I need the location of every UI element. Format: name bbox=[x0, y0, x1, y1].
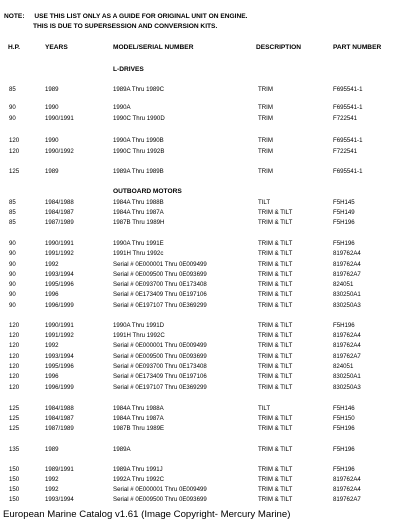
cell-part-number: F5H196 bbox=[333, 446, 355, 453]
cell-hp: 120 bbox=[9, 322, 20, 329]
cell-part-number: 824051 bbox=[333, 281, 354, 288]
cell-description: TRIM bbox=[258, 86, 273, 93]
cell-description: TRIM bbox=[258, 104, 273, 111]
cell-years: 1993/1994 bbox=[45, 496, 74, 503]
cell-part-number: F5H196 bbox=[333, 240, 355, 247]
cell-description: TILT bbox=[258, 199, 271, 206]
cell-part-number: 819762A4 bbox=[333, 250, 361, 257]
cell-years: 1987/1989 bbox=[45, 425, 74, 432]
cell-description: TRIM & TILT bbox=[258, 261, 293, 268]
cell-part-number: F5H146 bbox=[333, 405, 355, 412]
cell-part-number: F5H150 bbox=[333, 415, 355, 422]
cell-description: TRIM & TILT bbox=[258, 466, 293, 473]
cell-hp: 85 bbox=[9, 86, 16, 93]
cell-description: TRIM & TILT bbox=[258, 240, 293, 247]
cell-model: 1984A Thru 1988A bbox=[113, 405, 164, 412]
table-row bbox=[0, 168, 400, 176]
cell-model: 1987B Thru 1989E bbox=[113, 425, 165, 432]
cell-hp: 120 bbox=[9, 342, 20, 349]
table-row bbox=[0, 219, 400, 227]
cell-hp: 120 bbox=[9, 148, 20, 155]
cell-description: TRIM & TILT bbox=[258, 446, 293, 453]
cell-model: Serial # 0E000001 Thru 0E009499 bbox=[113, 261, 207, 268]
table-row bbox=[0, 209, 400, 217]
cell-years: 1984/1987 bbox=[45, 415, 74, 422]
cell-description: TRIM & TILT bbox=[258, 332, 293, 339]
cell-hp: 90 bbox=[9, 281, 16, 288]
header-description: DESCRIPTION bbox=[256, 44, 302, 51]
table-row bbox=[0, 291, 400, 299]
cell-description: TRIM & TILT bbox=[258, 302, 293, 309]
cell-part-number: 819762A4 bbox=[333, 342, 361, 349]
cell-model: Serial # 0E197107 Thru 0E369299 bbox=[113, 384, 207, 391]
table-row bbox=[0, 115, 400, 123]
table-row bbox=[0, 199, 400, 207]
cell-model: 1987B Thru 1989H bbox=[113, 219, 165, 226]
cell-model: 1990A bbox=[113, 104, 131, 111]
header-hp: H.P. bbox=[8, 44, 20, 51]
cell-part-number: 819762A4 bbox=[333, 261, 361, 268]
cell-years: 1989/1991 bbox=[45, 466, 74, 473]
table-row bbox=[0, 353, 400, 361]
cell-part-number: 819762A4 bbox=[333, 476, 361, 483]
cell-model: 1990A Thru 1991D bbox=[113, 322, 165, 329]
cell-hp: 125 bbox=[9, 168, 20, 175]
cell-part-number: 819762A4 bbox=[333, 486, 361, 493]
cell-model: Serial # 0E093700 Thru 0E173408 bbox=[113, 363, 207, 370]
table-row bbox=[0, 466, 400, 474]
cell-part-number: F695541-1 bbox=[333, 86, 363, 93]
table-row bbox=[0, 261, 400, 269]
cell-description: TRIM & TILT bbox=[258, 496, 293, 503]
cell-model: 1984A Thru 1988B bbox=[113, 199, 164, 206]
cell-model: 1990C Thru 1992B bbox=[113, 148, 165, 155]
cell-hp: 85 bbox=[9, 209, 16, 216]
cell-hp: 90 bbox=[9, 271, 16, 278]
cell-years: 1993/1994 bbox=[45, 271, 74, 278]
cell-hp: 125 bbox=[9, 425, 20, 432]
note-block bbox=[4, 12, 247, 32]
cell-description: TRIM & TILT bbox=[258, 271, 293, 278]
cell-hp: 120 bbox=[9, 353, 20, 360]
cell-hp: 90 bbox=[9, 291, 16, 298]
cell-part-number: F5H196 bbox=[333, 219, 355, 226]
table-row bbox=[0, 104, 400, 112]
cell-description: TRIM bbox=[258, 115, 273, 122]
table-row bbox=[0, 240, 400, 248]
table-row bbox=[0, 148, 400, 156]
cell-description: TRIM & TILT bbox=[258, 415, 293, 422]
cell-hp: 120 bbox=[9, 137, 20, 144]
table-row bbox=[0, 332, 400, 340]
cell-part-number: 830250A1 bbox=[333, 373, 361, 380]
cell-years: 1995/1996 bbox=[45, 281, 74, 288]
table-row bbox=[0, 363, 400, 371]
note-line-1 bbox=[4, 12, 247, 22]
cell-model: 1990C Thru 1990D bbox=[113, 115, 165, 122]
cell-part-number: F5H145 bbox=[333, 199, 355, 206]
cell-years: 1992 bbox=[45, 342, 59, 349]
cell-hp: 90 bbox=[9, 104, 16, 111]
cell-model: 1989A bbox=[113, 446, 131, 453]
cell-years: 1990/1992 bbox=[45, 148, 74, 155]
cell-part-number: F722541 bbox=[333, 148, 358, 155]
cell-part-number: F695541-1 bbox=[333, 137, 363, 144]
cell-years: 1996 bbox=[45, 291, 59, 298]
cell-model: 1989A Thru 1991J bbox=[113, 466, 163, 473]
cell-hp: 150 bbox=[9, 496, 20, 503]
cell-years: 1989 bbox=[45, 446, 59, 453]
cell-description: TRIM & TILT bbox=[258, 322, 293, 329]
table-row bbox=[0, 322, 400, 330]
cell-years: 1996/1999 bbox=[45, 384, 74, 391]
cell-part-number: 824051 bbox=[333, 363, 354, 370]
cell-years: 1996 bbox=[45, 373, 59, 380]
cell-model: Serial # 0E173409 Thru 0E197106 bbox=[113, 291, 207, 298]
cell-years: 1987/1989 bbox=[45, 219, 74, 226]
table-row bbox=[0, 415, 400, 423]
table-row bbox=[0, 486, 400, 494]
table-row bbox=[0, 405, 400, 413]
cell-model: Serial # 0E009500 Thru 0E093699 bbox=[113, 496, 207, 503]
table-row bbox=[0, 342, 400, 350]
section-outboard-motors: OUTBOARD MOTORS bbox=[113, 188, 182, 195]
table-row bbox=[0, 373, 400, 381]
cell-model: 1991H Thru 1992c bbox=[113, 250, 164, 257]
cell-part-number: 830250A3 bbox=[333, 302, 361, 309]
cell-part-number: F5H196 bbox=[333, 425, 355, 432]
cell-part-number: 819762A7 bbox=[333, 496, 361, 503]
cell-part-number: F5H149 bbox=[333, 209, 355, 216]
cell-model: 1989A Thru 1989C bbox=[113, 86, 165, 93]
cell-years: 1993/1994 bbox=[45, 353, 74, 360]
cell-years: 1984/1988 bbox=[45, 199, 74, 206]
cell-model: 1991H Thru 1992C bbox=[113, 332, 165, 339]
cell-model: 1990A Thru 1990B bbox=[113, 137, 164, 144]
cell-years: 1984/1987 bbox=[45, 209, 74, 216]
cell-hp: 90 bbox=[9, 302, 16, 309]
footer-caption: European Marine Catalog v1.61 (Image Copyright- Mercury Marine) bbox=[3, 509, 291, 520]
cell-model: Serial # 0E197107 Thru 0E369299 bbox=[113, 302, 207, 309]
table-row bbox=[0, 302, 400, 310]
cell-hp: 120 bbox=[9, 363, 20, 370]
table-row bbox=[0, 86, 400, 94]
cell-model: 1984A Thru 1987A bbox=[113, 209, 164, 216]
cell-hp: 150 bbox=[9, 486, 20, 493]
table-row bbox=[0, 446, 400, 454]
cell-hp: 90 bbox=[9, 250, 16, 257]
cell-years: 1989 bbox=[45, 168, 59, 175]
cell-years: 1992 bbox=[45, 261, 59, 268]
table-row bbox=[0, 271, 400, 279]
table-row bbox=[0, 476, 400, 484]
table-row bbox=[0, 250, 400, 258]
cell-description: TRIM & TILT bbox=[258, 363, 293, 370]
table-row bbox=[0, 281, 400, 289]
cell-years: 1991/1992 bbox=[45, 250, 74, 257]
cell-description: TRIM & TILT bbox=[258, 250, 293, 257]
note-label: NOTE: bbox=[4, 13, 25, 20]
cell-years: 1990/1991 bbox=[45, 322, 74, 329]
cell-model: 1984A Thru 1987A bbox=[113, 415, 164, 422]
cell-hp: 150 bbox=[9, 476, 20, 483]
cell-description: TRIM bbox=[258, 148, 273, 155]
cell-hp: 90 bbox=[9, 240, 16, 247]
cell-description: TRIM & TILT bbox=[258, 281, 293, 288]
cell-years: 1992 bbox=[45, 486, 59, 493]
cell-model: Serial # 0E000001 Thru 0E009499 bbox=[113, 486, 207, 493]
cell-hp: 85 bbox=[9, 199, 16, 206]
cell-hp: 85 bbox=[9, 219, 16, 226]
cell-part-number: F695541-1 bbox=[333, 168, 363, 175]
cell-description: TRIM & TILT bbox=[258, 425, 293, 432]
cell-years: 1995/1996 bbox=[45, 363, 74, 370]
cell-description: TRIM & TILT bbox=[258, 353, 293, 360]
cell-part-number: 830250A1 bbox=[333, 291, 361, 298]
cell-hp: 125 bbox=[9, 405, 20, 412]
cell-model: 1990A Thru 1991E bbox=[113, 240, 164, 247]
cell-description: TRIM & TILT bbox=[258, 209, 293, 216]
cell-years: 1996/1999 bbox=[45, 302, 74, 309]
cell-years: 1989 bbox=[45, 86, 59, 93]
cell-model: Serial # 0E000001 Thru 0E009499 bbox=[113, 342, 207, 349]
cell-part-number: 830250A3 bbox=[333, 384, 361, 391]
cell-years: 1984/1988 bbox=[45, 405, 74, 412]
cell-part-number: F695541-1 bbox=[333, 104, 363, 111]
cell-years: 1990 bbox=[45, 137, 59, 144]
note-line-2: THIS IS DUE TO SUPERSESSION AND CONVERSION KITS. bbox=[33, 23, 218, 30]
cell-model: 1989A Thru 1989B bbox=[113, 168, 164, 175]
cell-years: 1990 bbox=[45, 104, 59, 111]
cell-part-number: 819762A7 bbox=[333, 271, 361, 278]
header-model: MODEL/SERIAL NUMBER bbox=[113, 44, 194, 51]
cell-description: TRIM & TILT bbox=[258, 486, 293, 493]
cell-description: TILT bbox=[258, 405, 271, 412]
cell-model: 1992A Thru 1992C bbox=[113, 476, 165, 483]
cell-years: 1990/1991 bbox=[45, 115, 74, 122]
cell-model: Serial # 0E009500 Thru 0E093699 bbox=[113, 271, 207, 278]
table-row bbox=[0, 384, 400, 392]
cell-model: Serial # 0E173409 Thru 0E197106 bbox=[113, 373, 207, 380]
table-row bbox=[0, 425, 400, 433]
table-row bbox=[0, 137, 400, 145]
cell-hp: 120 bbox=[9, 384, 20, 391]
cell-hp: 120 bbox=[9, 373, 20, 380]
cell-description: TRIM & TILT bbox=[258, 384, 293, 391]
cell-hp: 120 bbox=[9, 332, 20, 339]
cell-model: Serial # 0E093700 Thru 0E173408 bbox=[113, 281, 207, 288]
cell-hp: 125 bbox=[9, 415, 20, 422]
cell-part-number: F5H196 bbox=[333, 466, 355, 473]
cell-model: Serial # 0E009500 Thru 0E093699 bbox=[113, 353, 207, 360]
cell-description: TRIM & TILT bbox=[258, 373, 293, 380]
cell-years: 1990/1991 bbox=[45, 240, 74, 247]
cell-description: TRIM & TILT bbox=[258, 342, 293, 349]
cell-hp: 135 bbox=[9, 446, 20, 453]
cell-description: TRIM & TILT bbox=[258, 476, 293, 483]
cell-part-number: F722541 bbox=[333, 115, 358, 122]
header-part-number: PART NUMBER bbox=[333, 44, 382, 51]
cell-description: TRIM & TILT bbox=[258, 219, 293, 226]
table-row bbox=[0, 496, 400, 504]
cell-years: 1991/1992 bbox=[45, 332, 74, 339]
cell-description: TRIM & TILT bbox=[258, 291, 293, 298]
cell-hp: 150 bbox=[9, 466, 20, 473]
cell-hp: 90 bbox=[9, 115, 16, 122]
header-years: YEARS bbox=[45, 44, 68, 51]
cell-hp: 90 bbox=[9, 261, 16, 268]
cell-part-number: 819762A4 bbox=[333, 332, 361, 339]
cell-years: 1992 bbox=[45, 476, 59, 483]
cell-description: TRIM bbox=[258, 168, 273, 175]
note-text-1: USE THIS LIST ONLY AS A GUIDE FOR ORIGINAL UNIT ON ENGINE. bbox=[34, 13, 248, 20]
cell-part-number: 819762A7 bbox=[333, 353, 361, 360]
cell-description: TRIM bbox=[258, 137, 273, 144]
section-ldrives: L-DRIVES bbox=[113, 66, 144, 73]
cell-part-number: F5H196 bbox=[333, 322, 355, 329]
